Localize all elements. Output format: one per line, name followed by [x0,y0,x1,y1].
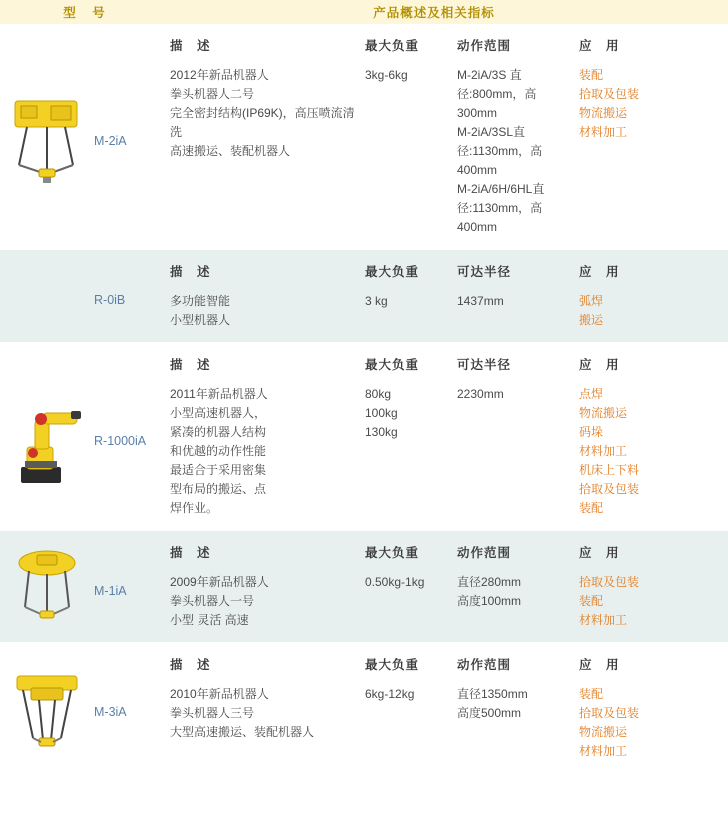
spec-cell [170,643,728,773]
model-name-link[interactable]: R-0iB [94,293,126,307]
model-name-link[interactable]: R-1000iA [94,433,147,448]
spec-cell [170,24,728,249]
range-line: 直径280mm [457,575,522,589]
app-line: 材料加工 [579,444,628,458]
desc-line: 2010年新品机器人 [170,687,269,701]
desc-column [170,543,365,630]
desc-line: 完全密封结构(IP69K)，高压喷流清 [170,106,355,120]
column-title-desc: 描 述 [170,265,211,279]
range-line: 400mm [457,163,498,177]
desc-column [170,655,365,761]
app-line: 拾取及包装 [579,482,640,496]
app-line: 装配 [579,68,604,82]
column-title-load: 最大负重 [365,658,420,672]
desc-column [170,262,365,330]
desc-line: 拳头机器人一号 [170,594,255,608]
column-title-range: 动作范围 [457,546,512,560]
range-line: 径:800mm，高 [457,87,537,101]
desc-line: 高速搬运、装配机器人 [170,144,291,158]
app-line: 弧焊 [579,294,604,308]
app-column [579,543,699,630]
app-line: 拾取及包装 [579,706,640,720]
model-cell [0,343,170,530]
desc-line: 2011年新品机器人 [170,387,268,401]
model-cell [0,643,170,773]
load-line: 0.50kg-1kg [365,575,425,589]
desc-line: 2009年新品机器人 [170,575,269,589]
delta-robot-yellow-icon [6,95,88,187]
column-title-range: 可达半径 [457,265,512,279]
desc-line: 洗 [170,125,183,139]
app-line: 拾取及包装 [579,575,640,589]
range-line: M-2iA/3SL直 [457,125,526,139]
range-line: 2230mm [457,387,504,401]
articulated-robot-arm-icon [6,395,88,487]
column-title-app: 应 用 [579,658,620,672]
app-line: 点焊 [579,387,604,401]
table-row [0,24,728,250]
header-col-model: 型 号 [63,6,107,20]
range-line: 1437mm [457,294,504,308]
load-line: 100kg [365,406,398,420]
desc-line: 小型机器人 [170,313,231,327]
desc-line: 和优越的动作性能 [170,444,267,458]
spec-cell [170,250,728,342]
app-line: 物流搬运 [579,725,628,739]
column-title-load: 最大负重 [365,546,420,560]
column-title-desc: 描 述 [170,39,211,53]
desc-line: 拳头机器人二号 [170,87,255,101]
model-name-link[interactable]: M-2iA [94,133,127,148]
spec-cell [170,531,728,642]
range-line: 高度500mm [457,706,522,720]
range-line: 400mm [457,220,498,234]
no-image-placeholder [6,280,88,320]
load-column [365,655,457,761]
load-line: 6kg-12kg [365,687,415,701]
desc-column [170,36,365,237]
table-row [0,643,728,774]
column-title-range: 动作范围 [457,658,512,672]
app-column [579,355,699,518]
column-title-load: 最大负重 [365,265,420,279]
range-line: M-2iA/3S 直 [457,68,522,82]
model-name-link[interactable]: M-1iA [94,583,127,598]
app-line: 装配 [579,687,604,701]
desc-line: 型布局的搬运、点 [170,482,267,496]
column-title-desc: 描 述 [170,358,211,372]
range-line: 直径1350mm [457,687,528,701]
desc-line: 焊作业。 [170,501,219,515]
header-col-spec: 产品概述及相关指标 [373,6,495,20]
load-column [365,262,457,330]
column-title-app: 应 用 [579,358,620,372]
table-header [0,0,728,24]
load-line: 3kg-6kg [365,68,408,82]
load-line: 3 kg [365,294,388,308]
range-column [457,655,579,761]
range-line: 高度100mm [457,594,522,608]
desc-line: 2012年新品机器人 [170,68,269,82]
range-column [457,355,579,518]
app-line: 机床上下料 [579,463,640,477]
large-delta-robot-icon [6,666,88,758]
app-line: 装配 [579,501,604,515]
app-column [579,262,699,330]
load-column [365,36,457,237]
range-line: 径:1130mm，高 [457,201,543,215]
app-line: 装配 [579,594,604,608]
desc-line: 小型高速机器人， [170,406,267,420]
desc-line: 紧凑的机器人结构 [170,425,267,439]
app-line: 材料加工 [579,613,628,627]
model-cell [0,250,170,342]
column-title-app: 应 用 [579,546,620,560]
table-row [0,531,728,643]
column-title-app: 应 用 [579,265,620,279]
range-line: 300mm [457,106,498,120]
app-line: 物流搬运 [579,106,628,120]
column-title-load: 最大负重 [365,358,420,372]
column-title-range: 动作范围 [457,39,512,53]
range-column [457,262,579,330]
desc-column [170,355,365,518]
app-line: 码垛 [579,425,604,439]
load-line: 130kg [365,425,398,439]
column-title-load: 最大负重 [365,39,420,53]
desc-line: 多功能智能 [170,294,231,308]
app-column [579,36,699,237]
model-name-link[interactable]: M-3iA [94,705,127,719]
app-line: 材料加工 [579,744,628,758]
table-row [0,343,728,531]
column-title-range: 可达半径 [457,358,512,372]
range-column [457,543,579,630]
model-cell [0,24,170,249]
desc-line: 最适合于采用密集 [170,463,267,477]
small-delta-robot-icon [6,545,88,637]
desc-line: 拳头机器人三号 [170,706,255,720]
desc-line: 大型高速搬运、装配机器人 [170,725,315,739]
column-title-app: 应 用 [579,39,620,53]
app-line: 物流搬运 [579,406,628,420]
range-line: M-2iA/6H/6HL直 [457,182,545,196]
column-title-desc: 描 述 [170,658,211,672]
column-title-desc: 描 述 [170,546,211,560]
app-column [579,655,699,761]
load-column [365,543,457,630]
load-column [365,355,457,518]
range-line: 径:1130mm，高 [457,144,543,158]
load-line: 80kg [365,387,392,401]
table-row [0,250,728,343]
app-line: 拾取及包装 [579,87,640,101]
app-line: 材料加工 [579,125,628,139]
app-line: 搬运 [579,313,604,327]
desc-line: 小型 灵活 高速 [170,613,249,627]
range-column [457,36,579,237]
spec-cell [170,343,728,530]
model-cell [0,531,170,642]
